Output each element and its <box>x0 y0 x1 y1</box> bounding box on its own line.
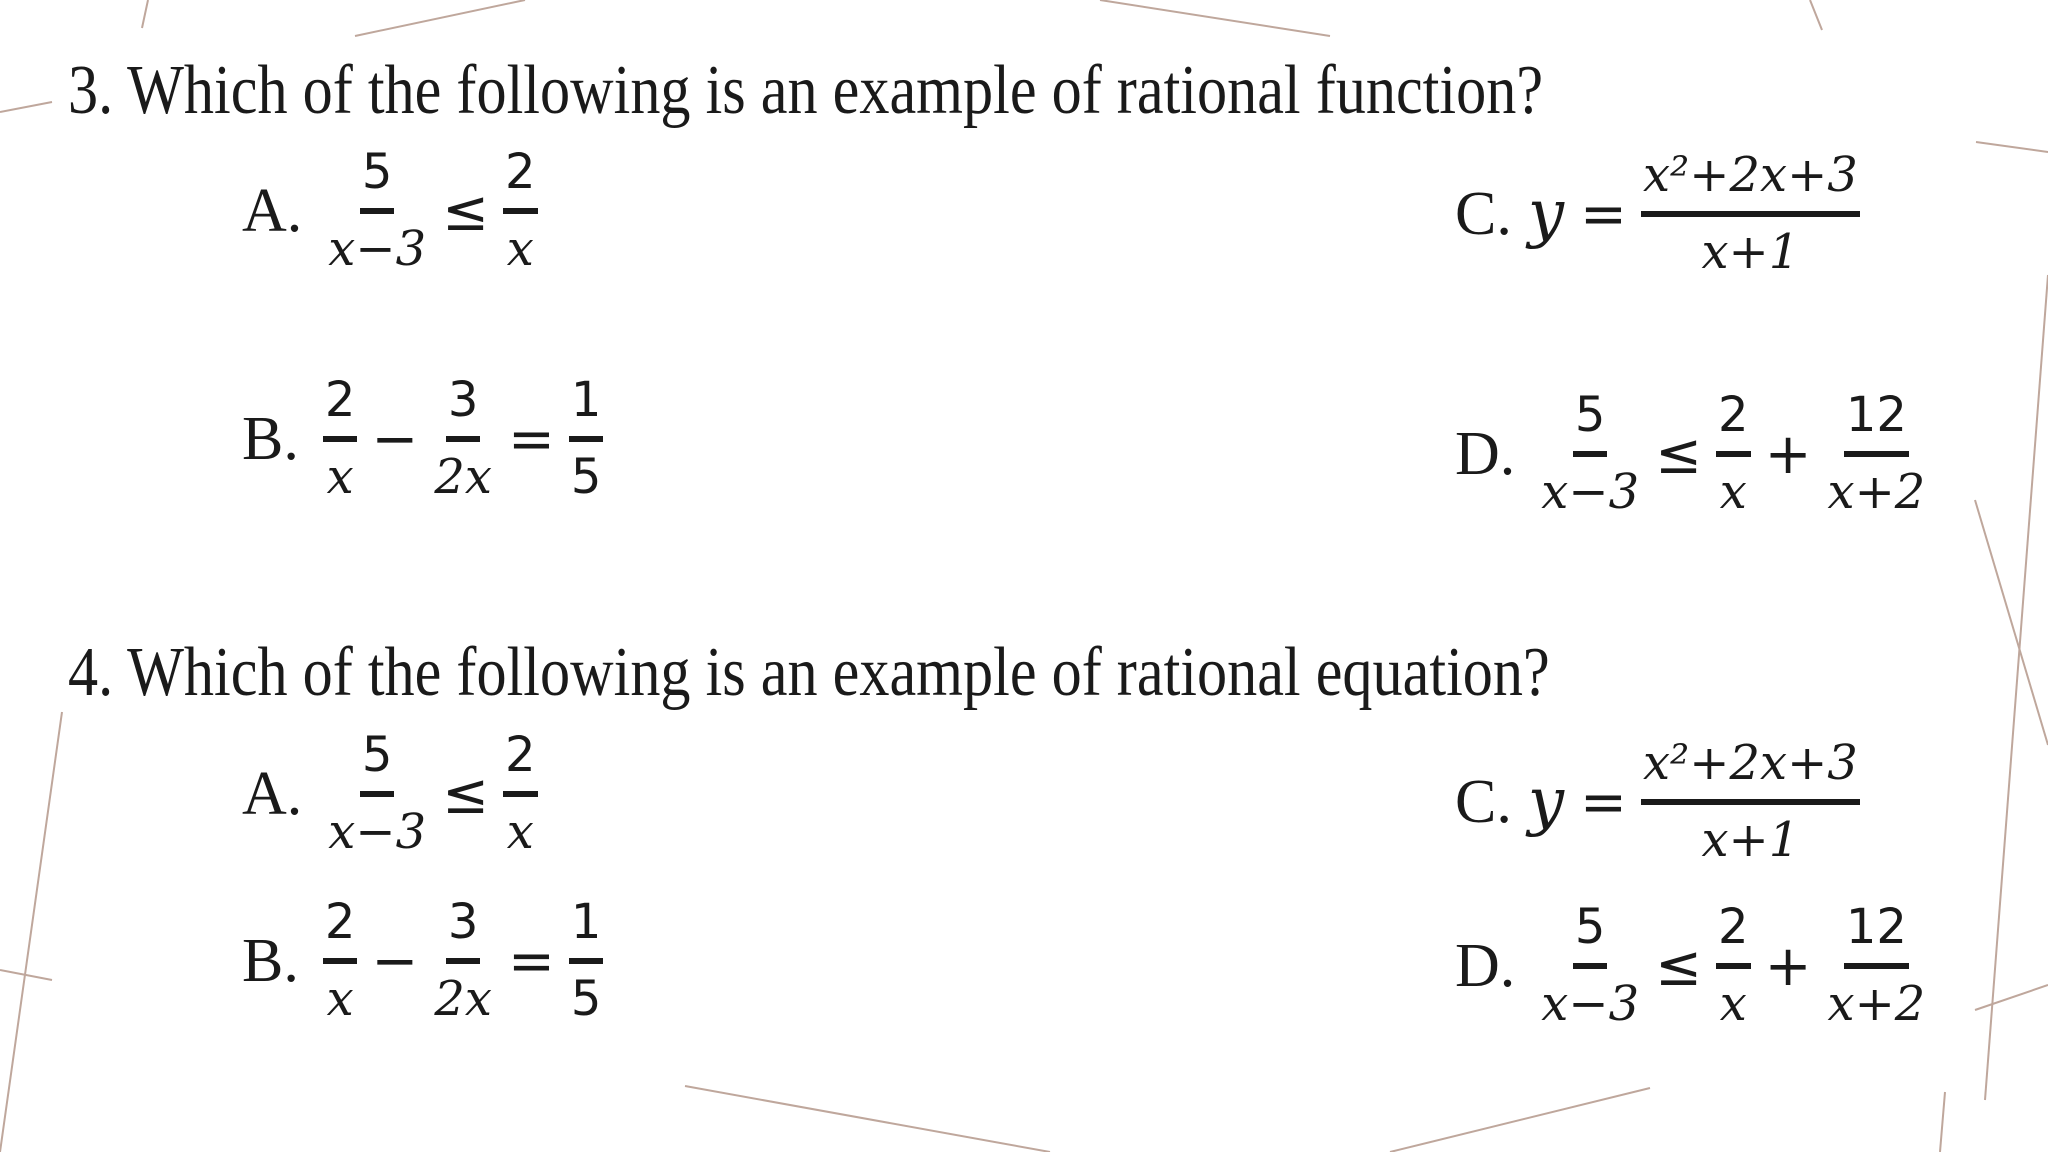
numerator: 1 <box>569 373 604 442</box>
fraction <box>1826 900 1928 1032</box>
operator: − <box>371 928 419 994</box>
option-letter: A. <box>242 176 303 245</box>
denominator: x <box>326 971 354 1028</box>
numerator: 5 <box>360 728 395 797</box>
operator: = <box>1580 181 1627 247</box>
denominator: x <box>1719 464 1747 521</box>
fraction <box>432 373 494 505</box>
numerator: 2 <box>1716 900 1751 969</box>
fraction <box>1539 900 1641 1032</box>
denominator: x−3 <box>328 804 427 861</box>
q3-option-c[interactable] <box>1455 148 1868 280</box>
denominator: x+2 <box>1827 976 1926 1033</box>
option-letter: C. <box>1455 767 1512 836</box>
numerator: 5 <box>1573 388 1608 457</box>
fraction <box>1641 148 1860 280</box>
variable-y: y <box>1527 177 1565 252</box>
denominator: x+2 <box>1827 464 1926 521</box>
fraction <box>326 145 428 277</box>
fraction <box>503 145 538 277</box>
variable-y: y <box>1527 765 1565 840</box>
fraction <box>569 895 604 1027</box>
operator: ≤ <box>442 178 490 244</box>
fraction <box>326 728 428 860</box>
numerator: x²+2x+3 <box>1641 736 1860 805</box>
q4-option-a[interactable] <box>242 728 546 860</box>
operator: = <box>1580 769 1627 835</box>
fraction <box>569 373 604 505</box>
denominator: x−3 <box>1541 464 1640 521</box>
fraction <box>1716 388 1751 520</box>
fraction <box>432 895 494 1027</box>
denominator: 5 <box>570 971 602 1028</box>
question-4-text: 4. Which of the following is an example of rational equation? <box>68 634 1550 711</box>
denominator: x <box>326 449 354 506</box>
option-letter: C. <box>1455 179 1512 248</box>
option-letter: A. <box>242 759 303 828</box>
denominator: 5 <box>570 449 602 506</box>
numerator: 2 <box>323 373 358 442</box>
numerator: x²+2x+3 <box>1641 148 1860 217</box>
option-letter: D. <box>1455 419 1516 488</box>
option-letter: D. <box>1455 931 1516 1000</box>
q4-option-b[interactable] <box>242 895 611 1027</box>
operator: ≤ <box>442 761 490 827</box>
q3-option-b[interactable] <box>242 373 611 505</box>
numerator: 12 <box>1844 900 1909 969</box>
operator: + <box>1764 933 1812 999</box>
fraction <box>323 895 358 1027</box>
operator: − <box>371 406 419 472</box>
fraction <box>1716 900 1751 1032</box>
operator: ≤ <box>1655 421 1703 487</box>
denominator: 2x <box>434 449 492 506</box>
denominator: x <box>506 221 534 278</box>
denominator: x+1 <box>1701 224 1800 281</box>
q3-option-d[interactable] <box>1455 388 1935 520</box>
option-letter: B. <box>242 926 299 995</box>
numerator: 2 <box>503 145 538 214</box>
denominator: x <box>506 804 534 861</box>
option-letter: B. <box>242 404 299 473</box>
q4-option-c[interactable] <box>1455 736 1868 868</box>
numerator: 1 <box>569 895 604 964</box>
denominator: x−3 <box>328 221 427 278</box>
denominator: x+1 <box>1701 812 1800 869</box>
numerator: 12 <box>1844 388 1909 457</box>
numerator: 2 <box>1716 388 1751 457</box>
operator: + <box>1764 421 1812 487</box>
q3-option-a[interactable] <box>242 145 546 277</box>
operator: = <box>507 406 555 472</box>
denominator: x−3 <box>1541 976 1640 1033</box>
numerator: 2 <box>503 728 538 797</box>
fraction <box>323 373 358 505</box>
numerator: 3 <box>446 373 481 442</box>
fraction <box>503 728 538 860</box>
fraction <box>1641 736 1860 868</box>
fraction <box>1826 388 1928 520</box>
q4-option-d[interactable] <box>1455 900 1935 1032</box>
operator: ≤ <box>1655 933 1703 999</box>
denominator: 2x <box>434 971 492 1028</box>
numerator: 3 <box>446 895 481 964</box>
numerator: 5 <box>1573 900 1608 969</box>
denominator: x <box>1719 976 1747 1033</box>
numerator: 2 <box>323 895 358 964</box>
operator: = <box>507 928 555 994</box>
question-3-text: 3. Which of the following is an example of rational function? <box>68 52 1544 129</box>
fraction <box>1539 388 1641 520</box>
numerator: 5 <box>360 145 395 214</box>
